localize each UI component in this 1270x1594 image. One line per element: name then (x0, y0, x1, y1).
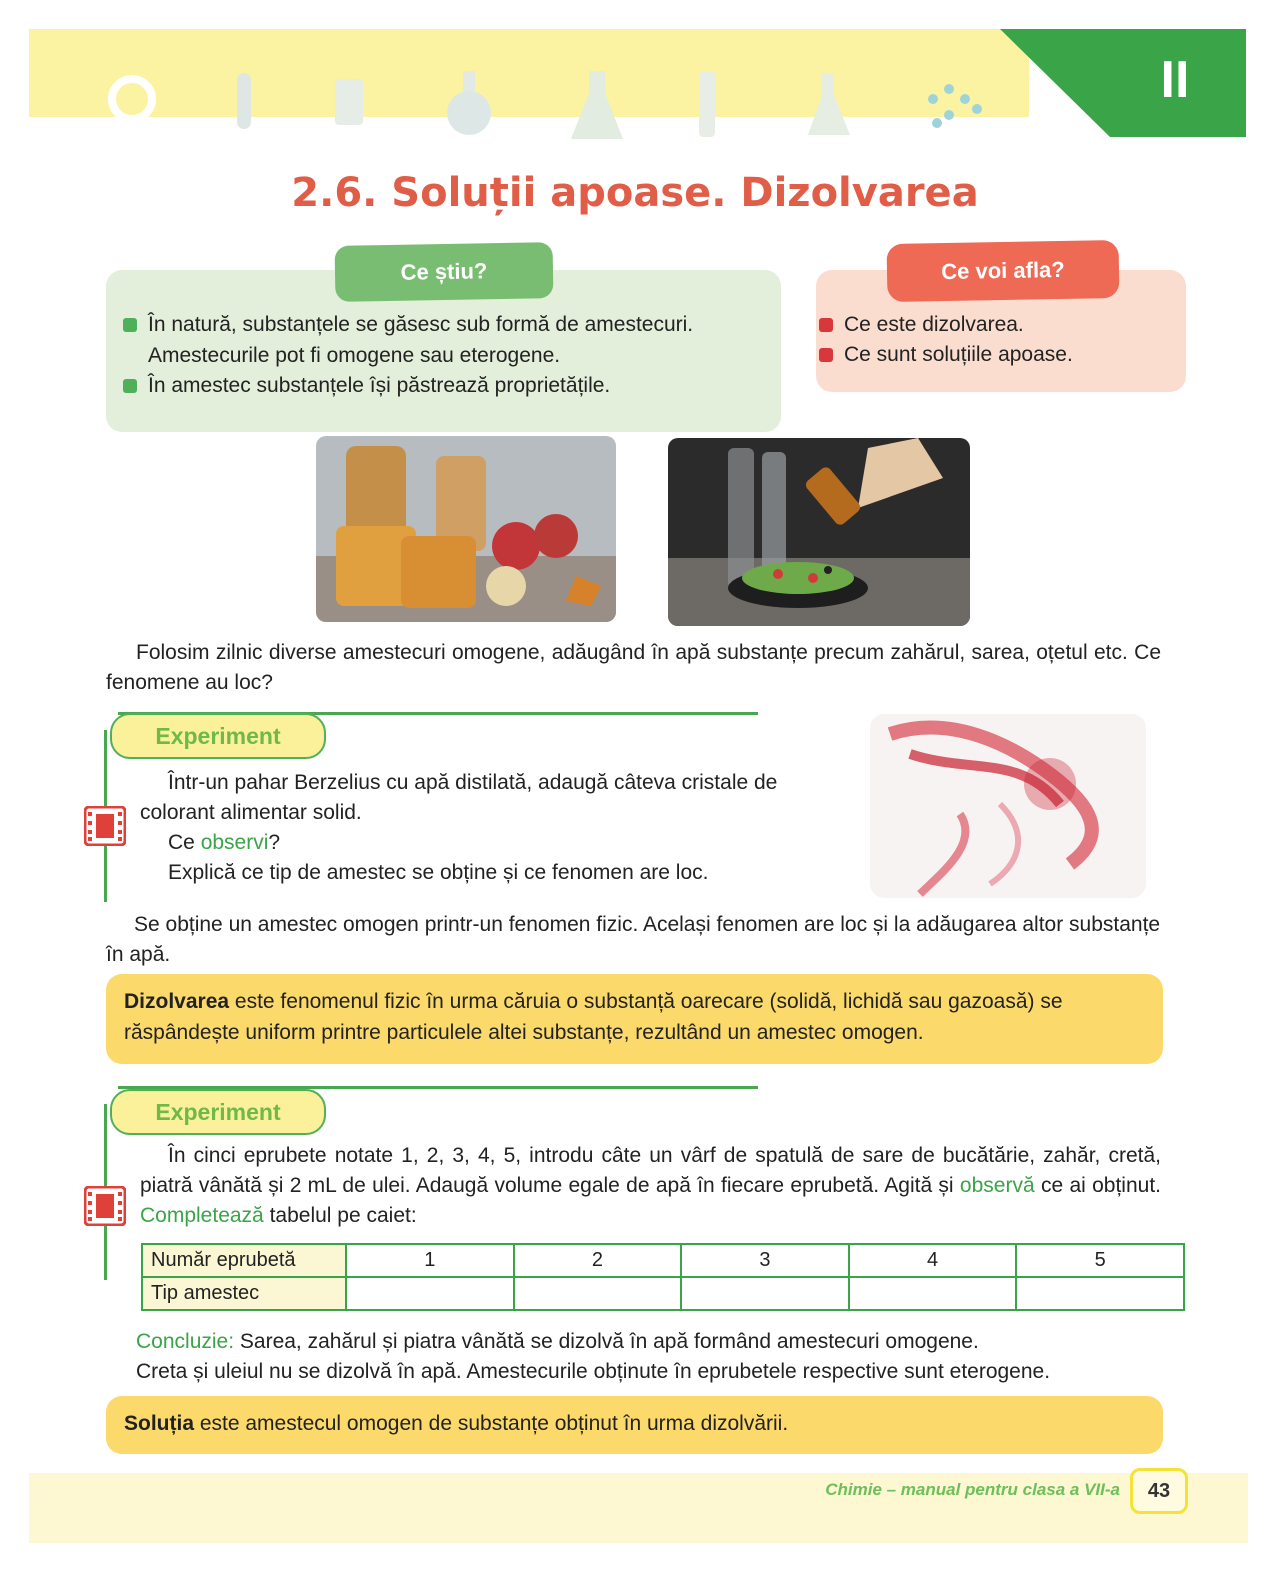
know-item-2: În amestec substanțele își păstrează proprietățile. (148, 374, 611, 397)
page-number: 43 (1130, 1468, 1188, 1514)
conclusion-label: Concluzie: (136, 1330, 235, 1353)
know-item-1: În natură, substanțele se găsesc sub formă de amestecuri. Amestecurile pot fi omogene sau eterogene. (148, 313, 694, 367)
table-cell (681, 1277, 849, 1310)
know-tab: Ce știu? (335, 242, 554, 302)
flask-icon (804, 69, 854, 143)
cylinder-icon (689, 69, 725, 143)
table-row (142, 1277, 1184, 1310)
video-icon[interactable] (84, 806, 126, 846)
column-header: 4 (849, 1244, 1017, 1277)
row-header-mixture-type: Tip amestec (142, 1277, 346, 1310)
round-flask-icon (441, 69, 497, 139)
complete-link[interactable]: Completează (140, 1204, 264, 1227)
microscope-icon (104, 69, 164, 139)
table-cell (514, 1277, 682, 1310)
chapter-number: II (1160, 51, 1190, 109)
video-icon[interactable] (84, 1186, 126, 1226)
test-tube-icon (229, 69, 259, 139)
column-header: 1 (346, 1244, 514, 1277)
column-header: 2 (514, 1244, 682, 1277)
experiment1-text: Într-un pahar Berzelius cu apă distilată, adaugă câteva cristale de colorant alimentar solid. Ce observi? Explică ce tip de amestec se obține și ce fenomen are loc. (140, 771, 778, 884)
result1-paragraph: Se obține un amestec omogen printr-un fenomen fizic. Același fenomen are loc și la adăugarea altor substanțe în apă. (106, 913, 1161, 966)
column-header: 5 (1016, 1244, 1184, 1277)
table-cell (849, 1277, 1017, 1310)
experiment-tab: Experiment (110, 713, 326, 759)
chapter-tab (1000, 29, 1246, 137)
row-header-tube-number: Număr eprubetă (142, 1244, 346, 1277)
definition-dissolution: Dizolvarea este fenomenul fizic în urma căruia o substanță oarecare (solidă, lichidă sau gazoasă) se răspândește uniform printre particulele altei substanțe, rezultând un amestec omogen. (106, 974, 1163, 1064)
red-bullet-icon (819, 348, 833, 362)
footer-book-title: Chimie – manual pentru clasa a VII-a (825, 1480, 1120, 1499)
red-bullet-icon (819, 318, 833, 332)
learn-tab: Ce voi afla? (887, 240, 1120, 302)
molecule-icon (919, 69, 989, 143)
results-table (141, 1243, 1185, 1311)
table-cell (346, 1277, 514, 1310)
experiment2-text: În cinci eprubete notate 1, 2, 3, 4, 5, introdu câte un vârf de spatulă de sare de bucătărie, zahăr, cretă, piatră vânătă și 2 mL de ulei. Adaugă volume egale de apă în fiecare eprubetă. Agită și observă ce ai obținut. Completează tabelul pe caiet: (140, 1144, 1161, 1227)
vinegar-apples-photo (316, 436, 616, 622)
lesson-title: 2.6. Soluții apoase. Dizolvarea (291, 170, 979, 216)
green-bullet-icon (123, 318, 137, 332)
beaker-icon (329, 69, 369, 139)
green-bullet-icon (123, 379, 137, 393)
experiment-tab: Experiment (110, 1089, 326, 1135)
learn-item-1: Ce este dizolvarea. (844, 313, 1024, 336)
conclusion: Concluzie: Sarea, zahărul și piatra vânătă se dizolvă în apă formând amestecuri omogene. Creta și uleiul nu se dizolvă în apă. Amestecurile obținute în eprubetele respective sunt eterogene. (136, 1330, 1051, 1383)
definition-solution: Soluția este amestecul omogen de substanțe obținut în urma dizolvării. (106, 1396, 1163, 1454)
salad-oil-photo (668, 438, 970, 626)
observe-link[interactable]: observi (200, 831, 269, 854)
dye-in-water-photo (870, 714, 1146, 898)
intro-paragraph: Folosim zilnic diverse amestecuri omogene, adăugând în apă substanțe precum zahărul, sarea, oțetul etc. Ce fenomene au loc? (106, 641, 1161, 694)
column-header: 3 (681, 1244, 849, 1277)
table-row (142, 1244, 1184, 1277)
header-band (29, 29, 1029, 117)
observe-link[interactable]: observă (959, 1174, 1035, 1197)
table-cell (1016, 1277, 1184, 1310)
learn-item-2: Ce sunt soluțiile apoase. (844, 343, 1073, 366)
erlenmeyer-flask-icon (569, 69, 625, 143)
